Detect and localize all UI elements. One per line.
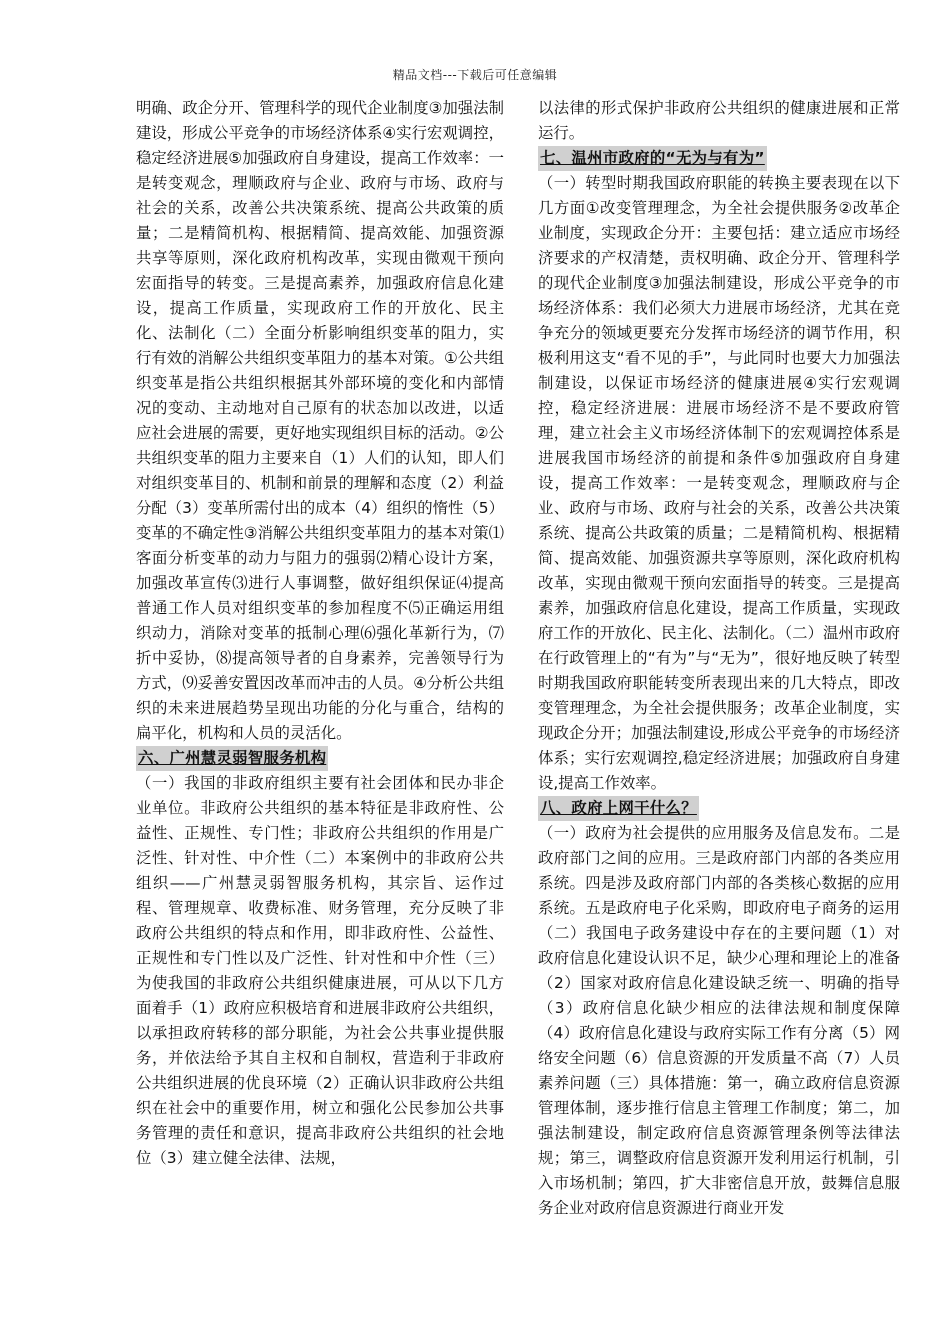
left-paragraph-2: （一）我国的非政府组织主要有社会团体和民办非企业单位。非政府公共组织的基本特征是非政府性、公益性、正规性、专门性；非政府公共组织的作用是广泛性、针对性、中介性（二）本案例中的非政府公共组织——广州慧灵弱智服务机构，其宗旨、运作过程、管理规章、收费标准、财务管理，充分反映了非政府公共组织的特点和作用，即非政府性、公益性、正规性和专门性以及广泛性、针对性和中介性（三）为使我国的非政府公共组织健康进展，可从以下几方面着手（1）政府应积极培育和进展非政府公共组织，以承担政府转移的部分职能，为社会公共事业提供服务，并依法给予其自主权和自制权，营造利于非政府公共组织进展的优良环境（2）正确认识非政府公共组织在社会中的重要作用，树立和强化公民参加公共事务管理的责任和意识，提高非政府公共组织的社会地位（3）建立健全法律、法规， bbox=[136, 774, 504, 1167]
section-heading-8: 八、政府上网干什么？ bbox=[538, 796, 699, 821]
section-heading-7: 七、温州市政府的“无为与有为” bbox=[538, 146, 767, 171]
right-paragraph-3: （一）政府为社会提供的应用服务及信息发布。二是政府部门之间的应用。三是政府部门内部的各类应用系统。四是涉及政府部门内部的各类核心数据的应用系统。五是政府电子化采购，即政府电子商务的运用（二）我国电子政务建设中存在的主要问题（1）对政府信息化建设认识不足，缺少心理和理论上的准备（2）国家对政府信息化建设缺乏统一、明确的指导（3）政府信息化缺少相应的法律法规和制度保障（4）政府信息化建设与政府实际工作有分离（5）网络安全问题（6）信息资源的开发质量不高（7）人员素养问题（三）具体措施：第一，确立政府信息资源管理体制，逐步推行信息主管理工作制度；第二，加强法制建设，制定政府信息资源管理条例等法律法规；第三，调整政府信息资源开发利用运行机制，引入市场机制；第四，扩大非密信息开放，鼓舞信息服务企业对政府信息资源进行商业开发 bbox=[538, 824, 900, 1217]
page-header: 精品文档---下载后可任意编辑 bbox=[392, 68, 558, 82]
left-paragraph-1: 明确、政企分开、管理科学的现代企业制度③加强法制建设，形成公平竞争的市场经济体系④实行宏观调控，稳定经济进展⑤加强政府自身建设，提高工作效率：一是转变观念，理顺政府与企业、政府与市场、政府与社会的关系，改善公共决策系统、提高公共政策的质量；二是精简机构、根据精简、提高效能、加强资源共享等原则，深化政府机构改革，实现由微观干预向宏面指导的转变。三是提高素养，加强政府信息化建设，提高工作质量，实现政府工作的开放化、民主化、法制化（二）全面分析影响组织变革的阻力，实行有效的消解公共组织变革阻力的基本对策。①公共组织变革是指公共组织根据其外部环境的变化和内部情况的变动、主动地对自己原有的状态加以改进，以适应社会进展的需要，更好地实现组织目标的活动。②公共组织变革的阻力主要来自（1）人们的认知，即人们对组织变革目的、机制和前景的理解和态度（2）利益分配（3）变革所需付出的成本（4）组织的惰性（5）变革的不确定性③消解公共组织变革阻力的基本对策⑴客面分析变革的动力与阻力的强弱⑵精心设计方案，加强改革宣传⑶进行人事调整，做好组织保证⑷提高普通工作人员对组织变革的参加程度不⑸正确运用组织动力，消除对变革的抵制心理⑹强化革新行为，⑺折中妥协，⑻提高领导者的自身素养，完善领导行为方式，⑼妥善安置因改革而冲击的人员。④分析公共组织的未来进展趋势呈现出功能的分化与重合，结构的扁平化，机构和人员的灵活化。 bbox=[136, 99, 504, 742]
right-paragraph-1: 以法律的形式保护非政府公共组织的健康进展和正常运行。 bbox=[538, 99, 900, 142]
right-paragraph-2: （一）转型时期我国政府职能的转换主要表现在以下几方面①改变管理理念，为全社会提供服务②改革企业制度，实现政企分开：主要包括：建立适应市场经济要求的产权清楚，责权明确、政企分开、管理科学的现代企业制度③加强法制建设，形成公平竞争的市场经济体系：我们必须大力进展市场经济，尤其在竞争充分的领域更要充分发挥市场经济的调节作用，积极利用这支“看不见的手”，与此同时也要大力加强法制建设，以保证市场经济的健康进展④实行宏观调控，稳定经济进展：进展市场经济不是不要政府管理，建立社会主义市场经济体制下的宏观调控体系是进展我国市场经济的前提和条件⑤加强政府自身建设，提高工作效率：一是转变观念，理顺政府与企业、政府与市场、政府与社会的关系，改善公共决策系统、提高公共政策的质量；二是精简机构、根据精简、提高效能、加强资源共享等原则，深化政府机构改革，实现由微观干预向宏面指导的转变。三是提高素养，加强政府信息化建设，提高工作质量，实现政府工作的开放化、民主化、法制化。（二）温州市政府在行政管理上的“有为”与“无为”，很好地反映了转型时期我国政府职能转变所表现出来的几大特点，即改变管理理念，为全社会提供服务；改革企业制度，实现政企分开；加强法制建设,形成公平竞争的市场经济体系；实行宏观调控,稳定经济进展；加强政府自身建设,提高工作效率。 bbox=[538, 174, 900, 792]
right-column bbox=[538, 96, 900, 1221]
left-column bbox=[136, 96, 504, 1171]
section-heading-6: 六、广州慧灵弱智服务机构 bbox=[136, 746, 328, 771]
